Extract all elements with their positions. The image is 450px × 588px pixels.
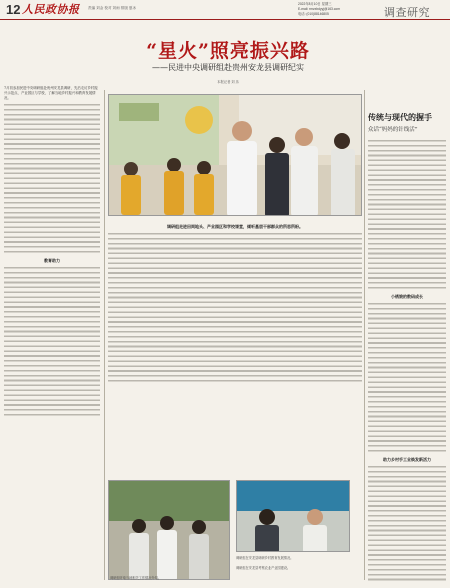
sidebar-body-text [368,466,446,582]
article-body-text [4,267,100,417]
photo-school-visit [108,94,362,216]
photo-work-briefing [236,480,350,552]
photo-caption: 调研组在安龙县调研乡村教育发展情况。 [236,556,294,560]
contact-email: E-mail: rmzxbdyyj@163.com [298,7,341,12]
publication-info [298,2,370,17]
sidebar-subheading: 小绣娘的数码成长 [391,294,423,299]
photo-caption: 调研组在安龙县考察农业产业园建设。 [236,566,291,570]
sidebar-body [368,140,446,582]
editor-meta: 责编 刘金 校对 刘雨 排版 夏冰 [88,6,137,10]
article-body-text [108,233,362,383]
article-subheadline: ——民进中央调研组赴贵州安龙县调研纪实 [152,63,304,72]
sidebar-body-text [368,303,446,453]
article-byline: 本报记者 刘 乐 [217,80,239,84]
column-divider [364,90,365,580]
masthead [0,0,450,20]
section-label: 调查研究 [384,7,430,19]
article-headline: “星火”照亮振兴路 [146,40,310,62]
sidebar-subheading: 助力乡村手工业焕发新活力 [383,457,431,462]
article-lead: 7月初参加民进中央调研组赴贵州安龙县调研，先后走访乡村振兴示范点、产业园区与学校，了解当地乡村振兴和教育发展情况。 [4,86,98,100]
sidebar-subtitle: 众话“妈妈的针线活” [368,127,418,133]
section-heading: 教育助力 [44,258,60,263]
contact-phone: 电话: (010)88146805 [298,12,329,17]
article-body-text [4,104,100,254]
article-column-middle [108,220,362,480]
newspaper-logo: 人民政协报 [22,3,80,16]
column-divider [104,90,105,580]
sidebar-body-text [368,140,446,290]
photo-caption: 调研组听取当地相关工作情况介绍。 [110,576,161,580]
article-column-left [4,86,100,580]
section-heading: 调研组走进田间地头、产业园区和学校课堂，倾听基层干部群众的所思所盼。 [167,224,303,229]
publication-date: 2022年8月10日 星期三 [298,2,332,6]
page-number: 12 [6,2,21,17]
photo-industrial-park [108,480,230,580]
sidebar-title: 传统与现代的握手 [368,112,432,122]
